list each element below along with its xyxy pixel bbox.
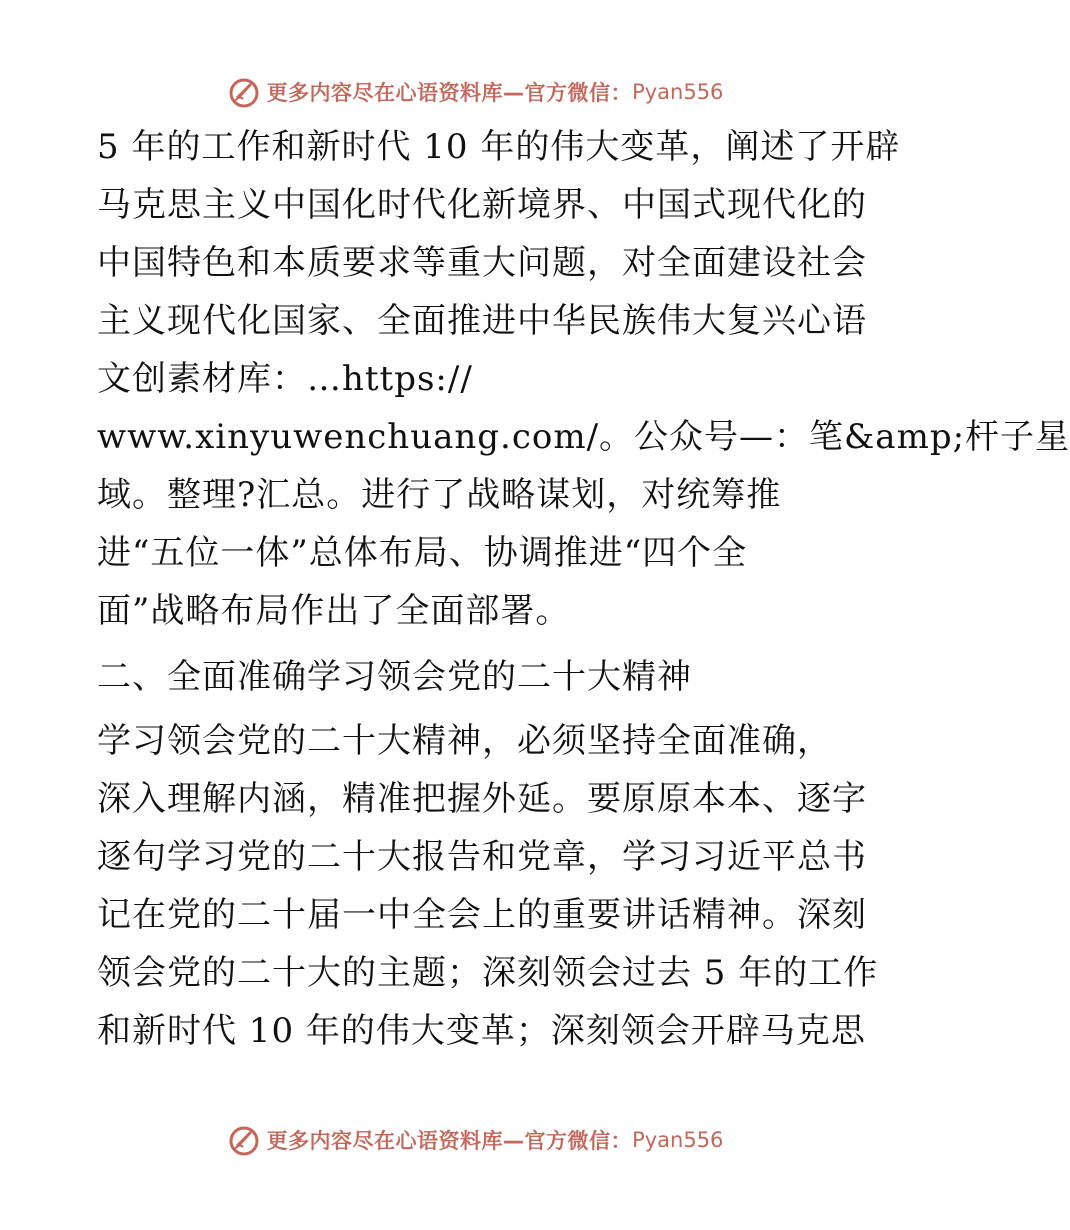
header-banner-text: 更多内容尽在心语资料库—官方微信： (266, 81, 633, 105)
footer-banner-id: Pyan556 (632, 1128, 724, 1152)
text-line: 马克思主义中国化时代化新境界、中国式现代化的 (97, 185, 867, 225)
text-line: 深入理解内涵，精准把握外延。要原原本本、逐字 (97, 779, 867, 819)
text-line: www.xinyuwenchuang.com/。公众号—：笔&amp;杆子星 (97, 417, 1070, 457)
text-line: 记在党的二十届一中全会上的重要讲话精神。深刻 (97, 895, 867, 935)
brand-logo-icon (227, 1123, 261, 1157)
text-line: 逐句学习党的二十大报告和党章，学习习近平总书 (97, 837, 867, 877)
text-line: 学习领会党的二十大精神，必须坚持全面准确， (97, 721, 832, 761)
text-line: 进“五位一体”总体布局、协调推进“四个全 (97, 533, 748, 573)
brand-logo-icon (227, 75, 261, 109)
text-line: 文创素材库：…https:// (97, 359, 473, 399)
text-line: 5 年的工作和新时代 10 年的伟大变革，阐述了开辟 (97, 127, 901, 167)
text-line: 领会党的二十大的主题；深刻领会过去 5 年的工作 (97, 953, 879, 993)
section-heading: 二、全面准确学习领会党的二十大精神 (97, 657, 692, 697)
header-banner-id: Pyan556 (632, 80, 724, 104)
text-line: 中国特色和本质要求等重大问题，对全面建设社会 (97, 243, 867, 283)
text-line: 主义现代化国家、全面推进中华民族伟大复兴心语 (97, 301, 867, 341)
text-line: 和新时代 10 年的伟大变革；深刻领会开辟马克思 (97, 1011, 866, 1051)
footer-banner (0, 1120, 950, 1160)
header-banner (0, 72, 950, 112)
text-line: 域。整理?汇总。进行了战略谋划，对统筹推 (97, 475, 782, 515)
paragraph-2 (97, 712, 879, 1060)
footer-banner-text: 更多内容尽在心语资料库—官方微信： (266, 1129, 633, 1153)
document-body (97, 118, 1070, 1060)
text-line: 面”战略布局作出了全面部署。 (97, 591, 571, 631)
